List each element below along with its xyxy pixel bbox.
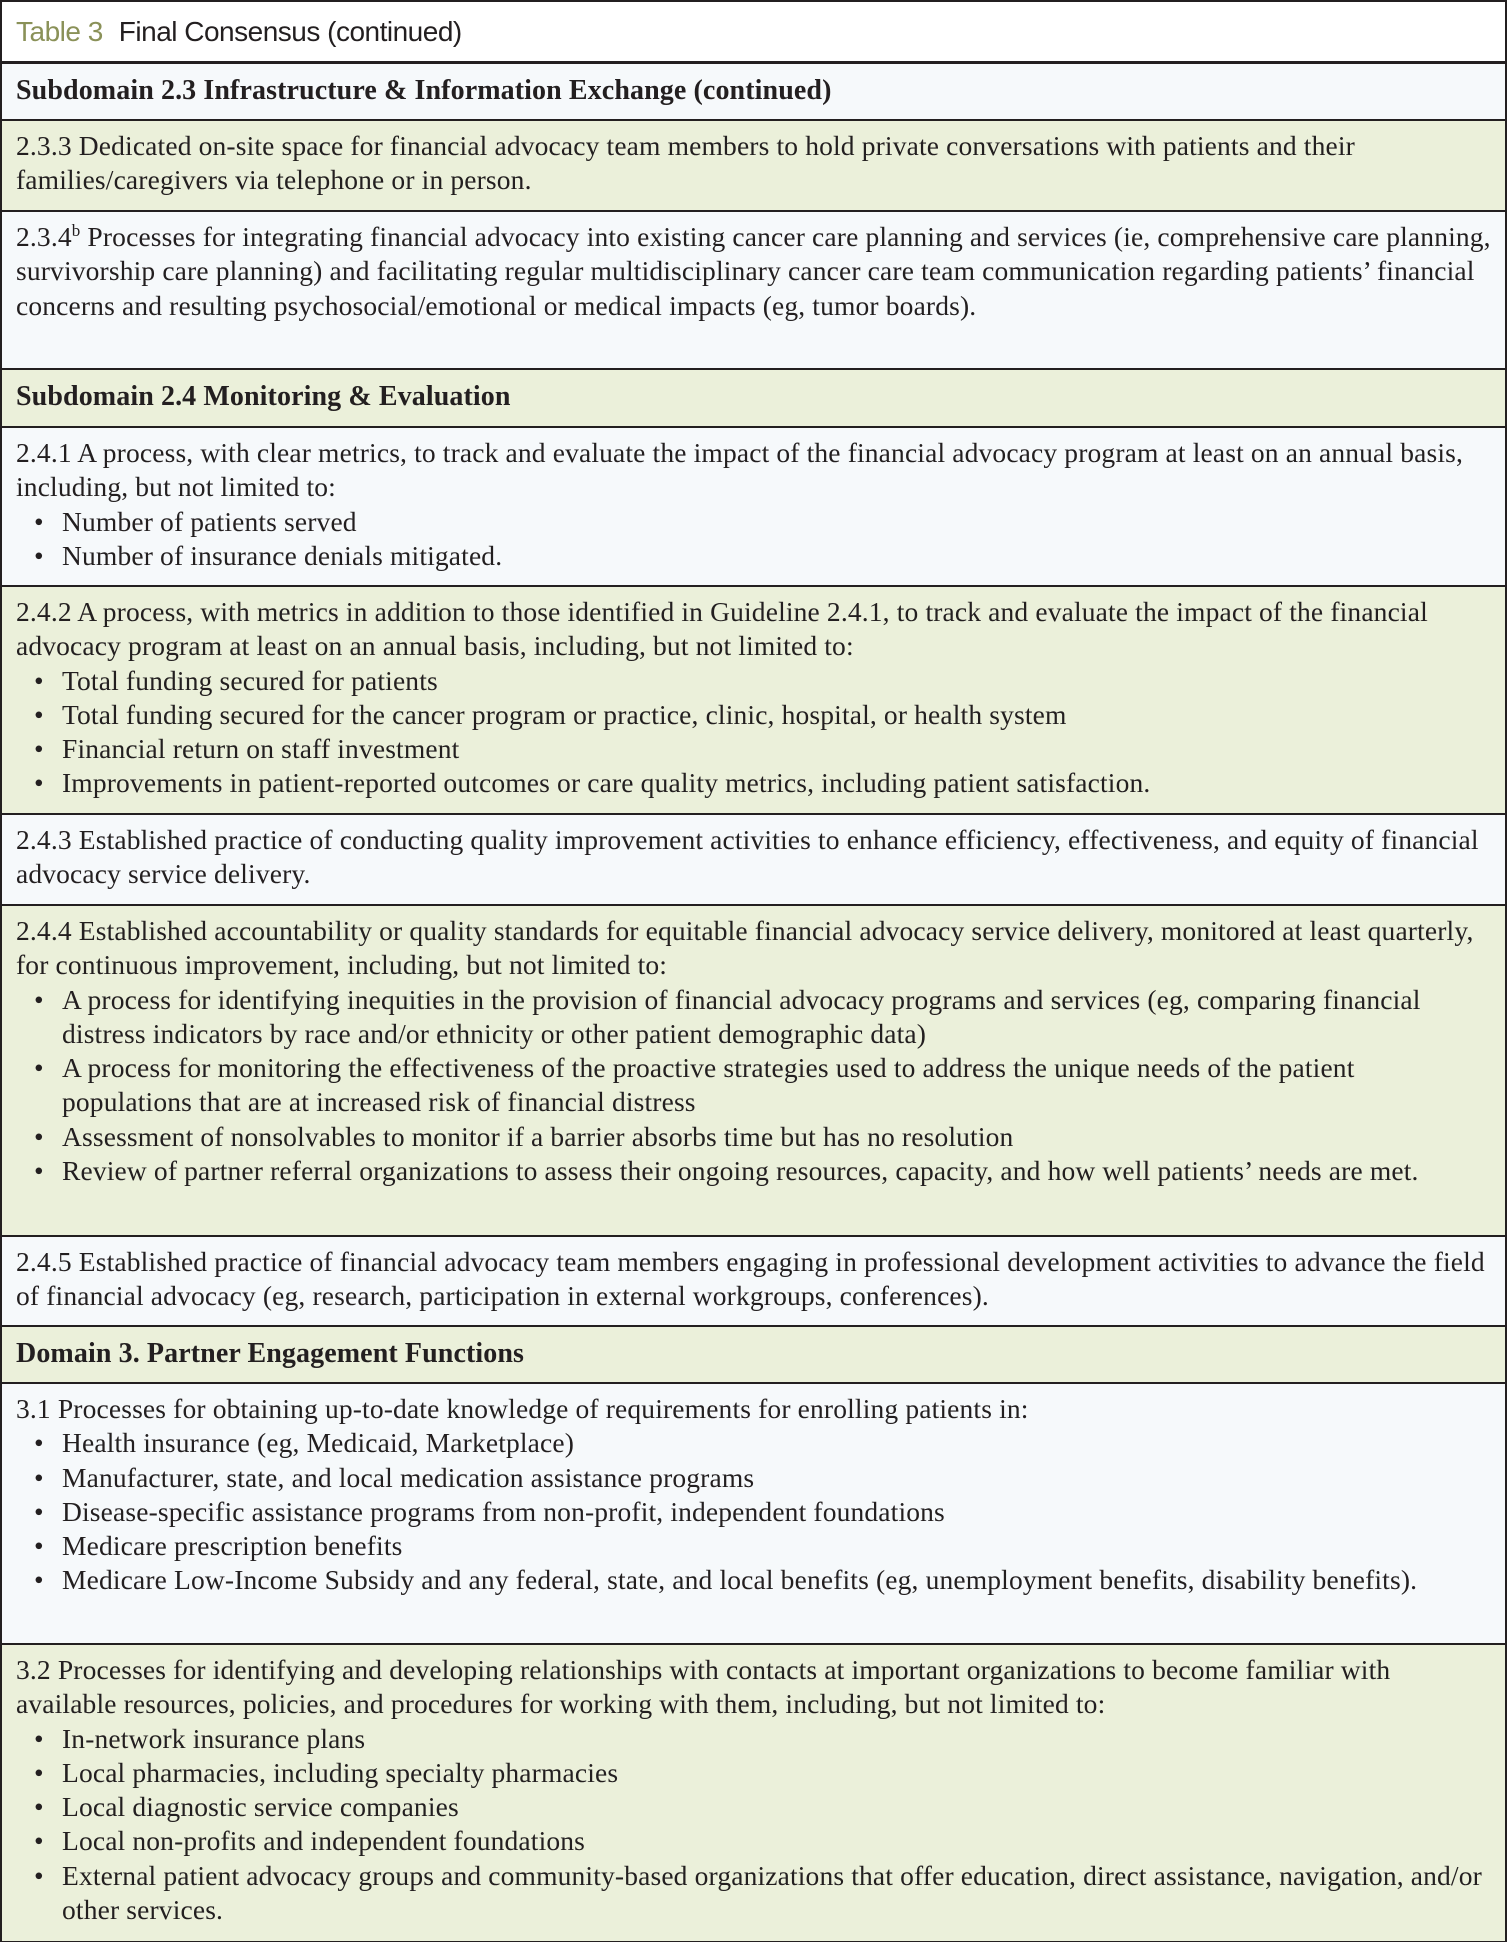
list-item: • Local diagnostic service companies xyxy=(16,1790,1491,1824)
heading-text: Subdomain 2.4 Monitoring & Evaluation xyxy=(16,381,511,412)
heading-text: Domain 3. Partner Engagement Functions xyxy=(16,1338,525,1369)
list-item: • Financial return on staff investment xyxy=(16,732,1491,766)
list-item: • A process for monitoring the effectiveness of the proactive strategies used to address the unique needs of the patient populations that are at increased risk of financial distress xyxy=(16,1051,1491,1120)
guideline-row-2-3-4 xyxy=(2,212,1505,370)
list-item: • Medicare Low-Income Subsidy and any federal, state, and local benefits (eg, unemployment benefits, disability benefits). xyxy=(16,1563,1491,1597)
list-item: • Total funding secured for the cancer program or practice, clinic, hospital, or health system xyxy=(16,698,1491,732)
list-item: • Improvements in patient-reported outcomes or care quality metrics, including patient satisfaction. xyxy=(16,766,1491,800)
list-item: • Local non-profits and independent foundations xyxy=(16,1824,1491,1858)
guideline-row-2-4-2 xyxy=(2,587,1505,815)
list-item: • Disease-specific assistance programs from non-profit, independent foundations xyxy=(16,1495,1491,1529)
bullet-list xyxy=(16,1426,1491,1597)
list-item: • Manufacturer, state, and local medication assistance programs xyxy=(16,1461,1491,1495)
list-item: • Total funding secured for patients xyxy=(16,664,1491,698)
guideline-text: 3.2 Processes for identifying and developing relationships with contacts at important organizations to become familiar with available resources, policies, and procedures for working with them, including, but not limited to: xyxy=(16,1654,1391,1720)
bullet-list xyxy=(16,983,1491,1189)
guideline-row-2-4-4 xyxy=(2,906,1505,1237)
table-label: Table 3 xyxy=(16,15,103,47)
list-item: • Health insurance (eg, Medicaid, Marketplace) xyxy=(16,1426,1491,1460)
table-title: Final Consensus (continued) xyxy=(118,15,462,47)
table-caption xyxy=(2,2,1505,64)
guideline-text: 3.1 Processes for obtaining up-to-date knowledge of requirements for enrolling patients in: xyxy=(16,1393,1029,1424)
guideline-text xyxy=(16,220,1491,323)
domain-heading-3 xyxy=(2,1327,1505,1384)
guideline-number: 2.3.4 xyxy=(16,221,72,252)
list-item: • Assessment of nonsolvables to monitor if a barrier absorbs time but has no resolution xyxy=(16,1120,1491,1154)
list-item: • Medicare prescription benefits xyxy=(16,1529,1491,1563)
heading-text: Subdomain 2.3 Infrastructure & Information Exchange (continued) xyxy=(16,75,832,106)
list-item: • In-network insurance plans xyxy=(16,1722,1491,1756)
footnote-marker: b xyxy=(71,221,81,240)
guideline-row-3-2 xyxy=(2,1645,1505,1941)
list-item: • Number of patients served xyxy=(16,505,1491,539)
list-item: • Review of partner referral organizations to assess their ongoing resources, capacity, and how well patients’ needs are met. xyxy=(16,1154,1491,1188)
guideline-row-2-3-3 xyxy=(2,121,1505,212)
guideline-text: 2.4.5 Established practice of financial advocacy team members engaging in professional development activities to advance the field of financial advocacy (eg, research, participation in external workgroups, conferences). xyxy=(16,1246,1485,1312)
subdomain-heading-2-4 xyxy=(2,370,1505,428)
guideline-body: Processes for integrating financial advocacy into existing cancer care planning and services (ie, comprehensive care planning, survivorship care planning) and facilitating regular multidisciplinary cancer care team communication regarding patients’ financial concerns and resulting psychosocial/emotional or medical impacts (eg, tumor boards). xyxy=(16,221,1491,321)
guideline-text: 2.3.3 Dedicated on-site space for financial advocacy team members to hold private conversations with patients and their families/caregivers via telephone or in person. xyxy=(16,130,1355,196)
bullet-list xyxy=(16,664,1491,801)
list-item: • External patient advocacy groups and community-based organizations that offer education, direct assistance, navigation, and/or other services. xyxy=(16,1859,1491,1928)
list-item: • Local pharmacies, including specialty pharmacies xyxy=(16,1756,1491,1790)
list-item: • A process for identifying inequities in the provision of financial advocacy programs and services (eg, comparing financial distress indicators by race and/or ethnicity or other patient demographic data) xyxy=(16,983,1491,1052)
guideline-text: 2.4.4 Established accountability or quality standards for equitable financial advocacy service delivery, monitored at least quarterly, for continuous improvement, including, but not limited to: xyxy=(16,915,1474,981)
guideline-row-3-1 xyxy=(2,1384,1505,1645)
guideline-row-2-4-3 xyxy=(2,815,1505,906)
bullet-list xyxy=(16,505,1491,574)
bullet-list xyxy=(16,1722,1491,1928)
list-item: • Number of insurance denials mitigated. xyxy=(16,539,1491,573)
guideline-text: 2.4.2 A process, with metrics in addition to those identified in Guideline 2.4.1, to track and evaluate the impact of the financial advocacy program at least on an annual basis, including, but not limited to: xyxy=(16,596,1428,662)
guideline-text: 2.4.1 A process, with clear metrics, to track and evaluate the impact of the financial advocacy program at least on an annual basis, including, but not limited to: xyxy=(16,437,1463,503)
guideline-text: 2.4.3 Established practice of conducting quality improvement activities to enhance efficiency, effectiveness, and equity of financial advocacy service delivery. xyxy=(16,824,1479,890)
guideline-row-2-4-5 xyxy=(2,1237,1505,1327)
subdomain-heading-2-3 xyxy=(2,64,1505,121)
guideline-row-2-4-1 xyxy=(2,428,1505,587)
